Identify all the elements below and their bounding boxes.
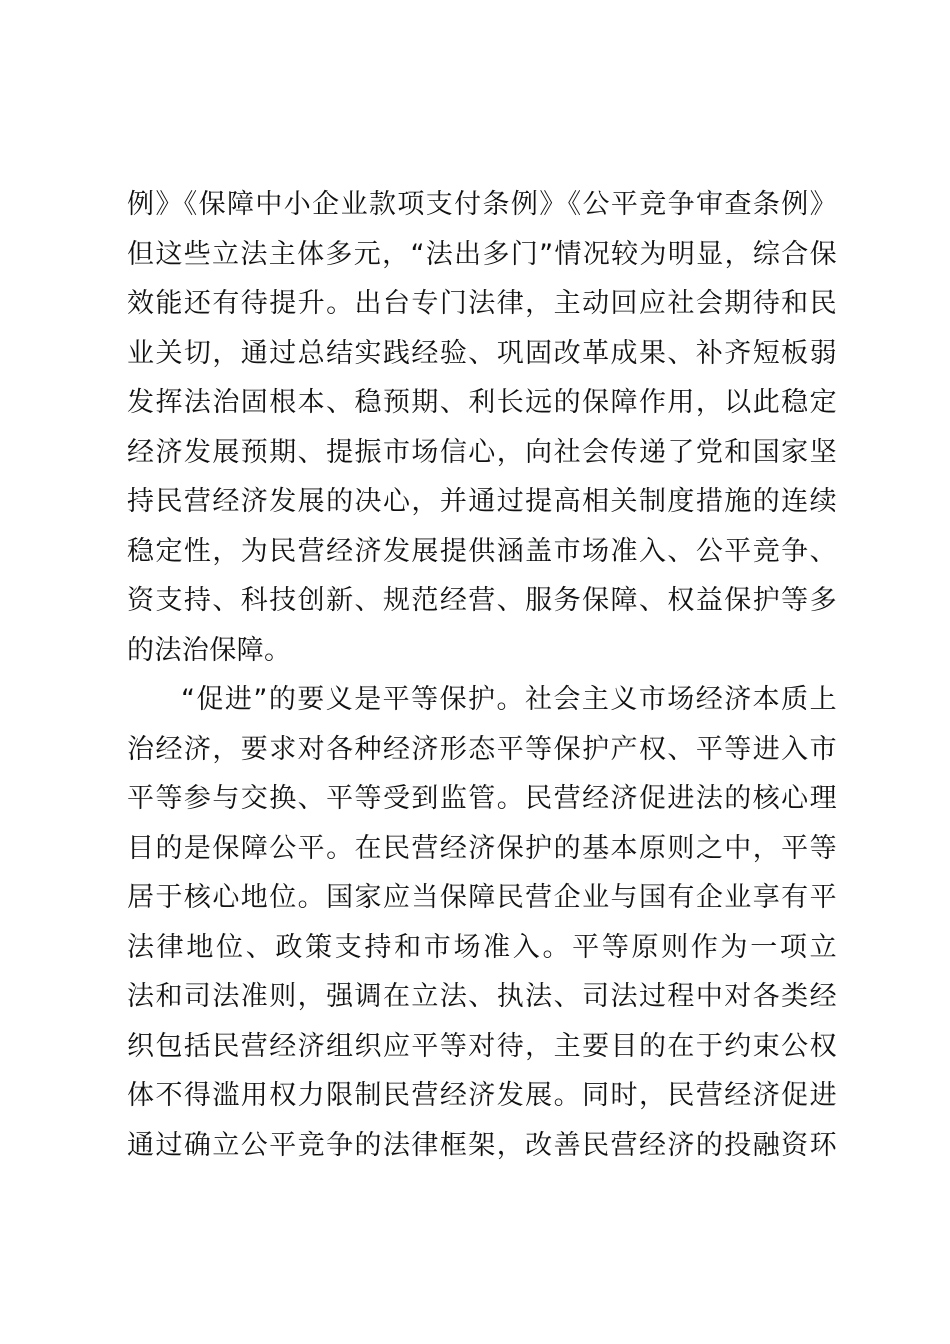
- text-line-11: “促进”的要义是平等保护。社会主义市场经济本质上: [181, 684, 837, 715]
- text-line-14: 目的是保障公平。在民营经济保护的基本原则之中，平等: [127, 832, 837, 864]
- text-line-5: 发挥法治固根本、稳预期、利长远的保障作用，以此稳定: [127, 387, 837, 418]
- text-line-13: 平等参与交换、平等受到监管。民营经济促进法的核心理: [127, 783, 837, 814]
- text-line-6: 经济发展预期、提振市场信心，向社会传递了党和国家坚: [127, 436, 837, 468]
- text-line-10: 的法治保障。: [127, 634, 292, 666]
- text-line-8: 稳定性，为民营经济发展提供涵盖市场准入、公平竞争、: [127, 535, 837, 567]
- text-line-3: 效能还有待提升。出台专门法律，主动回应社会期待和民: [127, 288, 837, 319]
- text-line-19: 体不得滥用权力限制民营经济发展。同时，民营经济促进: [127, 1080, 837, 1111]
- text-line-2: 但这些立法主体多元，“法出多门”情况较为明显，综合保: [127, 238, 837, 270]
- text-line-1: 例》《保障中小企业款项支付条例》《公平竞争审查条例》: [127, 189, 837, 220]
- text-line-16: 法律地位、政策支持和市场准入。平等原则作为一项立: [127, 931, 837, 963]
- text-line-20: 通过确立公平竞争的法律框架，改善民营经济的投融资环: [127, 1129, 837, 1161]
- text-line-18: 织包括民营经济组织应平等对待，主要目的在于约束公权: [127, 1030, 837, 1062]
- text-line-9: 资支持、科技创新、规范经营、服务保障、权益保护等多: [127, 585, 837, 616]
- text-line-17: 法和司法准则，强调在立法、执法、司法过程中对各类经: [127, 981, 837, 1012]
- text-line-7: 持民营经济发展的决心，并通过提高相关制度措施的连续: [127, 486, 837, 517]
- text-line-12: 治经济，要求对各种经济形态平等保护产权、平等进入市: [127, 733, 837, 765]
- text-line-15: 居于核心地位。国家应当保障民营企业与国有企业享有平: [127, 882, 837, 913]
- text-line-4: 业关切，通过总结实践经验、巩固改革成果、补齐短板弱: [127, 337, 837, 369]
- body-text: [127, 180, 837, 1170]
